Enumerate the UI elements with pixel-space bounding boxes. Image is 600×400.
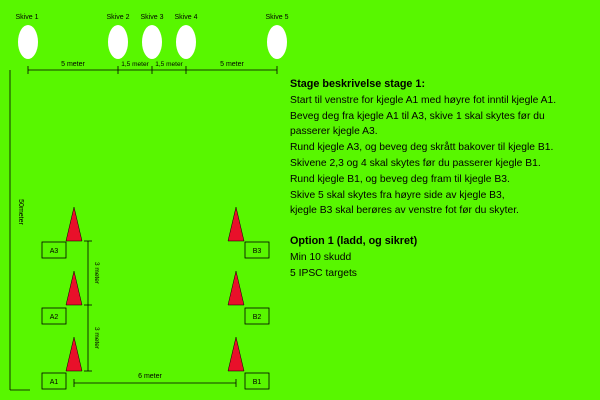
target-label-1: Skive 1 [15,14,39,21]
target-label-3: Skive 3 [140,14,164,21]
description-line-4: Rund kjegle A3, og beveg deg skrått bakover til kjegle B1. [290,142,554,154]
distance-a2-a3: 3 meter [93,261,100,285]
target-4 [176,25,196,59]
cone-label-b1: B1 [252,379,262,386]
distance-s4-s5: 5 meter [220,61,244,68]
distance-s2-s3: 1,5 meter [121,61,149,68]
description-line-7: Skive 5 skal skytes fra høyre side av kjegle B3, [290,189,505,201]
cone-label-b2: B2 [252,314,262,321]
description-line-3: passerer kjegle A3. [290,126,378,138]
cone-a2 [66,271,82,305]
description-title: Stage beskrivelse stage 1: [290,78,426,90]
description-line-1: Start til venstre for kjegle A1 med høyre fot inntil kjegle A1. [290,94,557,106]
cone-b3 [228,207,244,241]
target-label-5: Skive 5 [265,14,289,21]
cone-label-a3: A3 [49,248,59,255]
description-line-5: Skivene 2,3 og 4 skal skytes før du passerer kjegle B1. [290,157,541,169]
target-3 [142,25,162,59]
description-line-8: kjegle B3 skal berøres av venstre fot før du skyter. [290,205,519,217]
cone-label-a1: A1 [49,379,59,386]
cone-b2 [228,271,244,305]
cone-label-b3: B3 [252,248,262,255]
option-line-2: 5 IPSC targets [290,267,357,279]
stage-description [290,77,595,282]
description-line-2: Beveg deg fra kjegle A1 til A3, skive 1 skal skytes før du [290,110,545,122]
description-spacer [290,219,595,234]
cone-a1 [66,337,82,371]
distance-a-b: 6 meter [138,373,162,380]
description-line-6: Rund kjegle B1, og beveg deg fram til kjegle B3. [290,173,510,185]
option-title: Option 1 (ladd, og sikret) [290,235,418,248]
distance-a1-a2: 3 meter [93,326,100,350]
field-length-label: 50meter [17,199,24,225]
target-label-2: Skive 2 [106,14,130,21]
cone-b1 [228,337,244,371]
target-5 [267,25,287,59]
target-1 [18,25,38,59]
cone-label-a2: A2 [49,314,59,321]
distance-s3-s4: 1,5 meter [155,61,183,68]
target-label-4: Skive 4 [174,14,198,21]
option-line-1: Min 10 skudd [290,251,352,263]
cone-a3 [66,207,82,241]
target-2 [108,25,128,59]
distance-s1-s2: 5 meter [61,61,85,68]
